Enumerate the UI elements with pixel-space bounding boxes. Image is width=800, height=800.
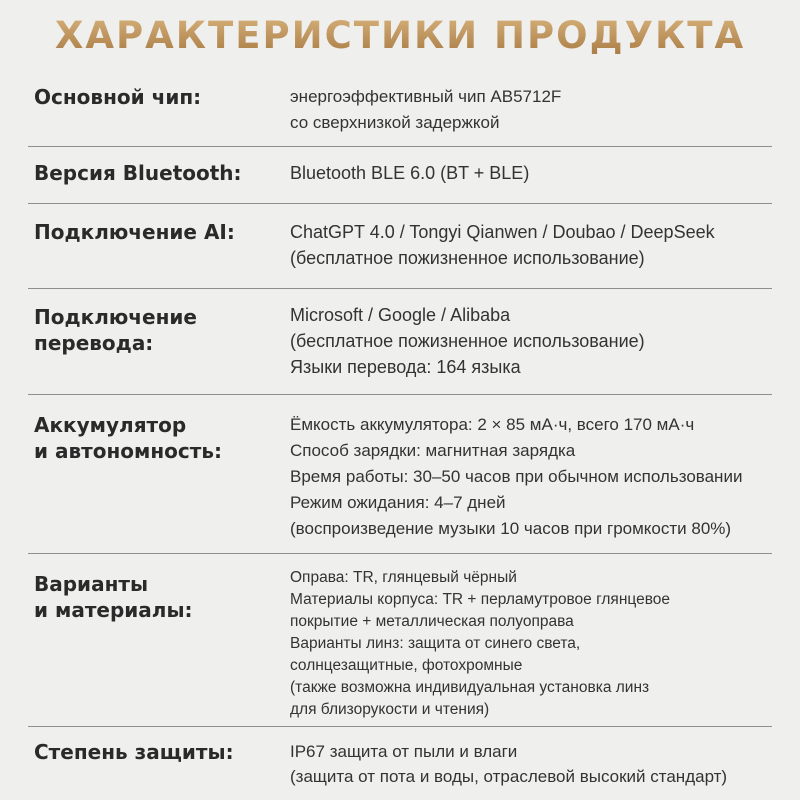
spec-label-line: Основной чип: (34, 85, 202, 109)
spec-value-line: Режим ожидания: 4–7 дней (290, 493, 506, 512)
spec-value-line: (воспроизведение музыки 10 часов при громкости 80%) (290, 519, 732, 538)
spec-value-line: солнцезащитные, фотохромные (290, 657, 523, 674)
spec-value-line: для близорукости и чтения) (290, 701, 490, 718)
spec-label-line: Степень защиты: (34, 740, 234, 764)
spec-value (290, 739, 770, 789)
spec-value-line: IP67 защита от пыли и влаги (290, 742, 518, 761)
spec-value-line: (бесплатное пожизненное использование) (290, 331, 645, 351)
spec-value-line: Ёмкость аккумулятора: 2 × 85 мА·ч, всего 170 мА·ч (290, 415, 695, 434)
spec-value-line: Языки перевода: 164 языка (290, 357, 521, 377)
spec-label-line: Варианты (34, 572, 149, 596)
spec-label-line: и материалы: (34, 598, 193, 622)
divider (28, 203, 772, 204)
spec-label (34, 412, 284, 464)
spec-value (290, 412, 770, 542)
spec-label-line: Подключение перевода: (34, 305, 197, 355)
spec-label (34, 160, 284, 186)
spec-value-line: Bluetooth BLE 6.0 (BT + BLE) (290, 163, 530, 183)
spec-value-line: Способ зарядки: магнитная зарядка (290, 441, 576, 460)
divider (28, 394, 772, 395)
divider (28, 726, 772, 727)
spec-value (290, 160, 770, 186)
spec-label-line: Подключение AI: (34, 220, 235, 244)
spec-value-line: покрытие + металлическая полуоправа (290, 613, 574, 630)
spec-value-line: Варианты линз: защита от синего света, (290, 635, 581, 652)
spec-label (34, 304, 284, 356)
divider (28, 553, 772, 554)
divider (28, 288, 772, 289)
spec-label (34, 219, 284, 245)
spec-value (290, 219, 770, 271)
spec-value-line: энергоэффективный чип AB5712F (290, 87, 562, 106)
spec-label (34, 739, 284, 765)
spec-value (290, 567, 770, 721)
spec-label (34, 571, 284, 623)
spec-label-line: Аккумулятор (34, 413, 187, 437)
spec-value-line: (защита от пота и воды, отраслевой высокий стандарт) (290, 767, 728, 786)
spec-value-line: Microsoft / Google / Alibaba (290, 305, 511, 325)
spec-value-line: (бесплатное пожизненное использование) (290, 248, 645, 268)
spec-label-line: Версия Bluetooth: (34, 161, 242, 185)
spec-value-line: Материалы корпуса: TR + перламутровое глянцевое (290, 591, 671, 608)
page-title: ХАРАКТЕРИСТИКИ ПРОДУКТА (0, 14, 800, 57)
spec-value (290, 302, 770, 380)
spec-value-line: Время работы: 30–50 часов при обычном использовании (290, 467, 743, 486)
spec-value-line: со сверхнизкой задержкой (290, 113, 500, 132)
spec-value-line: Оправа: TR, глянцевый чёрный (290, 569, 517, 586)
spec-value-line: (также возможна индивидуальная установка линз (290, 679, 650, 696)
spec-label-line: и автономность: (34, 439, 223, 463)
spec-value (290, 84, 770, 136)
divider (28, 146, 772, 147)
spec-value-line: ChatGPT 4.0 / Tongyi Qianwen / Doubao / DeepSeek (290, 222, 715, 242)
spec-label (34, 84, 284, 110)
